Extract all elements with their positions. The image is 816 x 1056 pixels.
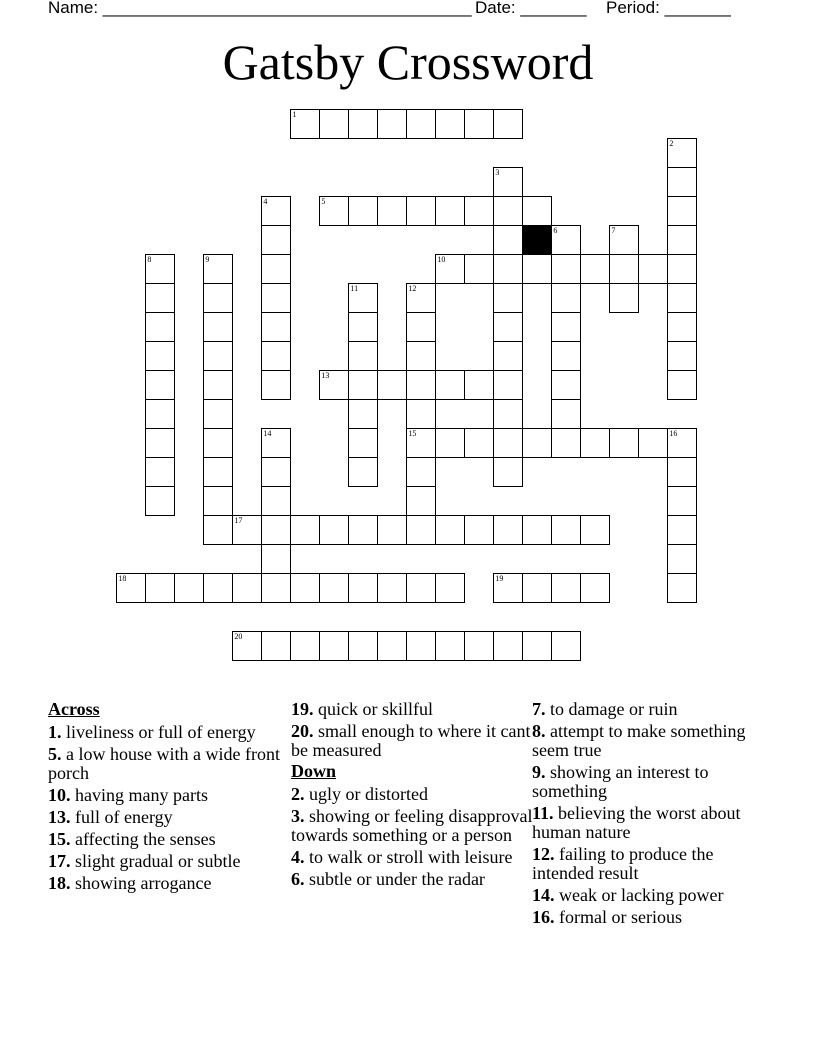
clue-number: 5 [321,197,326,207]
grid-cell[interactable] [435,370,465,400]
grid-cell[interactable] [261,370,291,400]
grid-cell[interactable] [667,486,697,516]
grid-cell[interactable] [435,428,465,458]
grid-cell[interactable] [493,225,523,255]
grid-cell[interactable] [667,341,697,371]
grid-cell[interactable] [580,254,610,284]
grid-cell[interactable] [493,370,523,400]
clue-number-label: 5. [48,744,62,764]
page-title: Gatsby Crossword [222,34,594,90]
grid-cell[interactable] [348,109,378,139]
grid-cell[interactable] [464,428,494,458]
clue-number-label: 16. [532,907,555,927]
grid-cell[interactable] [348,283,378,313]
grid-cell[interactable] [348,457,378,487]
grid-cell[interactable] [232,515,262,545]
grid-cell[interactable] [493,515,523,545]
clue-number-label: 15. [48,829,71,849]
grid-cell[interactable] [203,573,233,603]
clue-text: slight gradual or subtle [70,851,241,871]
grid-cell[interactable] [464,254,494,284]
grid-cell[interactable] [406,283,436,313]
grid-cell[interactable] [377,109,407,139]
grid-cell[interactable] [203,486,233,516]
grid-cell[interactable] [377,370,407,400]
grid-cell[interactable] [551,428,581,458]
grid-cell[interactable] [406,312,436,342]
clue-number: 4 [263,197,268,207]
grid-cell[interactable] [638,254,668,284]
blocked-cell [522,225,552,255]
grid-cell[interactable] [522,631,552,661]
grid-cell[interactable] [203,312,233,342]
grid-cell[interactable] [203,341,233,371]
grid-cell[interactable] [551,312,581,342]
grid-cell[interactable] [116,573,146,603]
clue-text: liveliness or full of energy [61,722,256,742]
grid-cell[interactable] [609,225,639,255]
grid-cell[interactable] [348,515,378,545]
grid-cell[interactable] [522,515,552,545]
grid-cell[interactable] [580,515,610,545]
clue-number-label: 7. [532,699,546,719]
grid-cell[interactable] [667,457,697,487]
grid-cell[interactable] [290,515,320,545]
grid-cell[interactable] [406,486,436,516]
clue-item [291,807,533,845]
grid-cell[interactable] [406,515,436,545]
grid-cell[interactable] [377,515,407,545]
grid-cell[interactable] [667,254,697,284]
clue-text: showing arrogance [70,873,212,893]
grid-cell[interactable] [667,515,697,545]
grid-cell[interactable] [406,573,436,603]
clue-item [48,852,290,871]
clue-item [291,722,533,760]
clue-number-label: 1. [48,722,62,742]
clue-text: formal or serious [554,907,682,927]
clue-item [48,808,290,827]
grid-cell[interactable] [406,457,436,487]
grid-cell[interactable] [261,486,291,516]
clue-text: to damage or ruin [545,699,678,719]
date-field: Date: _______ [475,0,587,17]
down-heading: Down [291,761,337,781]
clue-item [291,848,533,867]
grid-cell[interactable] [493,428,523,458]
clue-item [48,830,290,849]
clue-number-label: 19. [291,699,314,719]
clue-text: small enough to where it cant be measured [291,721,531,760]
grid-cell[interactable] [493,399,523,429]
grid-cell[interactable] [667,196,697,226]
grid-cell[interactable] [377,196,407,226]
clue-number: 14 [263,429,272,439]
grid-cell[interactable] [261,544,291,574]
grid-cell[interactable] [435,109,465,139]
clue-number: 2 [669,139,674,149]
grid-cell[interactable] [145,457,175,487]
name-field: Name: _______________________________________ [48,0,472,17]
clue-number-label: 20. [291,721,314,741]
clue-text: showing an interest to something [532,762,709,801]
grid-cell[interactable] [203,283,233,313]
grid-cell[interactable] [435,631,465,661]
grid-cell[interactable] [261,254,291,284]
grid-cell[interactable] [493,631,523,661]
grid-cell[interactable] [551,254,581,284]
grid-cell[interactable] [174,573,204,603]
across-heading: Across [48,699,100,719]
grid-cell[interactable] [319,109,349,139]
grid-cell[interactable] [319,515,349,545]
grid-cell[interactable] [551,515,581,545]
clue-number: 7 [611,226,616,236]
grid-cell[interactable] [493,254,523,284]
clues-column-3 [532,700,774,930]
grid-cell[interactable] [348,631,378,661]
clue-text: quick or skillful [313,699,433,719]
grid-cell[interactable] [406,428,436,458]
grid-cell[interactable] [145,486,175,516]
clue-number-label: 4. [291,847,305,867]
grid-cell[interactable] [261,225,291,255]
clue-number-label: 17. [48,851,71,871]
clue-number-label: 11. [532,803,554,823]
clue-text: a low house with a wide front porch [48,744,280,783]
grid-cell[interactable] [406,399,436,429]
grid-cell[interactable] [551,399,581,429]
grid-cell[interactable] [261,631,291,661]
grid-cell[interactable] [319,196,349,226]
grid-cell[interactable] [551,341,581,371]
grid-cell[interactable] [493,196,523,226]
clue-text: attempt to make something seem true [532,721,746,760]
grid-cell[interactable] [319,573,349,603]
grid-cell[interactable] [348,428,378,458]
grid-cell[interactable] [145,428,175,458]
clue-item [532,886,774,905]
grid-cell[interactable] [232,573,262,603]
clue-item [532,804,774,842]
grid-cell[interactable] [522,196,552,226]
clue-item [48,786,290,805]
clue-item [291,785,533,804]
clue-number: 17 [234,516,243,526]
clue-number-label: 8. [532,721,546,741]
grid-cell[interactable] [435,573,465,603]
grid-cell[interactable] [667,428,697,458]
clue-number: 13 [321,371,330,381]
clue-text: believing the worst about human nature [532,803,741,842]
grid-cell[interactable] [667,167,697,197]
clue-text: full of energy [70,807,173,827]
clue-number-label: 2. [291,784,305,804]
grid-cell[interactable] [348,399,378,429]
grid-cell[interactable] [319,370,349,400]
clue-item [532,845,774,883]
grid-cell[interactable] [580,428,610,458]
clue-number: 19 [495,574,504,584]
grid-cell[interactable] [493,167,523,197]
clues-column-2 [291,700,533,892]
period-field: Period: _______ [606,0,731,17]
grid-cell[interactable] [493,457,523,487]
clue-item [48,874,290,893]
grid-cell[interactable] [522,573,552,603]
grid-cell[interactable] [261,196,291,226]
grid-cell[interactable] [348,196,378,226]
grid-cell[interactable] [145,312,175,342]
clue-number-label: 3. [291,806,305,826]
clue-number: 3 [495,168,500,178]
grid-cell[interactable] [145,341,175,371]
clue-number-label: 6. [291,869,305,889]
grid-cell[interactable] [551,370,581,400]
grid-cell[interactable] [435,515,465,545]
clue-item [291,870,533,889]
grid-cell[interactable] [638,428,668,458]
grid-cell[interactable] [667,283,697,313]
grid-cell[interactable] [377,573,407,603]
grid-cell[interactable] [580,573,610,603]
grid-cell[interactable] [290,109,320,139]
grid-cell[interactable] [464,631,494,661]
grid-cell[interactable] [493,573,523,603]
clue-number: 9 [205,255,210,265]
grid-cell[interactable] [261,428,291,458]
grid-cell[interactable] [406,196,436,226]
grid-cell[interactable] [290,573,320,603]
grid-cell[interactable] [261,312,291,342]
clue-number: 18 [118,574,127,584]
grid-cell[interactable] [551,283,581,313]
clue-text: showing or feeling disapproval towards something or a person [291,806,533,845]
clue-number-label: 13. [48,807,71,827]
grid-cell[interactable] [493,341,523,371]
grid-cell[interactable] [551,631,581,661]
clue-item [532,722,774,760]
grid-cell[interactable] [435,196,465,226]
grid-cell[interactable] [203,399,233,429]
grid-cell[interactable] [348,341,378,371]
grid-cell[interactable] [667,225,697,255]
grid-cell[interactable] [522,428,552,458]
clue-number-label: 14. [532,885,555,905]
clue-text: affecting the senses [70,829,216,849]
grid-cell[interactable] [551,225,581,255]
grid-cell[interactable] [493,283,523,313]
clue-number: 15 [408,429,417,439]
grid-cell[interactable] [261,515,291,545]
grid-cell[interactable] [464,196,494,226]
clue-number: 6 [553,226,558,236]
clue-number-label: 10. [48,785,71,805]
grid-cell[interactable] [348,370,378,400]
grid-cell[interactable] [667,312,697,342]
clue-number: 1 [292,110,297,120]
grid-cell[interactable] [406,370,436,400]
grid-cell[interactable] [290,631,320,661]
grid-cell[interactable] [464,370,494,400]
grid-cell[interactable] [261,457,291,487]
grid-cell[interactable] [464,515,494,545]
grid-cell[interactable] [203,370,233,400]
grid-cell[interactable] [406,341,436,371]
clue-number: 10 [437,255,446,265]
grid-cell[interactable] [145,283,175,313]
grid-cell[interactable] [609,283,639,313]
grid-cell[interactable] [522,254,552,284]
clue-text: failing to produce the intended result [532,844,714,883]
grid-cell[interactable] [609,428,639,458]
grid-cell[interactable] [203,254,233,284]
clue-item [291,700,533,719]
grid-cell[interactable] [261,341,291,371]
grid-cell[interactable] [667,370,697,400]
grid-cell[interactable] [464,109,494,139]
grid-cell[interactable] [203,428,233,458]
grid-cell[interactable] [609,254,639,284]
grid-cell[interactable] [261,573,291,603]
clue-text: to walk or stroll with leisure [304,847,513,867]
grid-cell[interactable] [493,109,523,139]
clue-item [48,723,290,742]
grid-cell[interactable] [667,573,697,603]
grid-cell[interactable] [261,283,291,313]
clue-item [532,700,774,719]
clue-number-label: 18. [48,873,71,893]
grid-cell[interactable] [203,515,233,545]
grid-cell[interactable] [667,138,697,168]
grid-cell[interactable] [348,312,378,342]
grid-cell[interactable] [348,573,378,603]
clue-text: having many parts [70,785,208,805]
clue-number: 11 [350,284,359,294]
clue-text: subtle or under the radar [304,869,485,889]
grid-cell[interactable] [203,457,233,487]
clue-number: 8 [147,255,152,265]
grid-cell[interactable] [145,370,175,400]
grid-cell[interactable] [667,544,697,574]
clue-number: 16 [669,429,678,439]
grid-cell[interactable] [319,631,349,661]
grid-cell[interactable] [145,573,175,603]
grid-cell[interactable] [493,312,523,342]
grid-cell[interactable] [145,399,175,429]
clue-item [48,745,290,783]
clue-text: ugly or distorted [304,784,428,804]
grid-cell[interactable] [145,254,175,284]
grid-cell[interactable] [377,631,407,661]
grid-cell[interactable] [406,109,436,139]
clue-item [532,763,774,801]
clue-number: 12 [408,284,417,294]
clues-column-1 [48,700,290,896]
clue-number-label: 12. [532,844,555,864]
grid-cell[interactable] [435,254,465,284]
grid-cell[interactable] [406,631,436,661]
clue-number-label: 9. [532,762,546,782]
clue-text: weak or lacking power [554,885,724,905]
grid-cell[interactable] [551,573,581,603]
clue-item [532,908,774,927]
grid-cell[interactable] [232,631,262,661]
clue-number: 20 [234,632,243,642]
